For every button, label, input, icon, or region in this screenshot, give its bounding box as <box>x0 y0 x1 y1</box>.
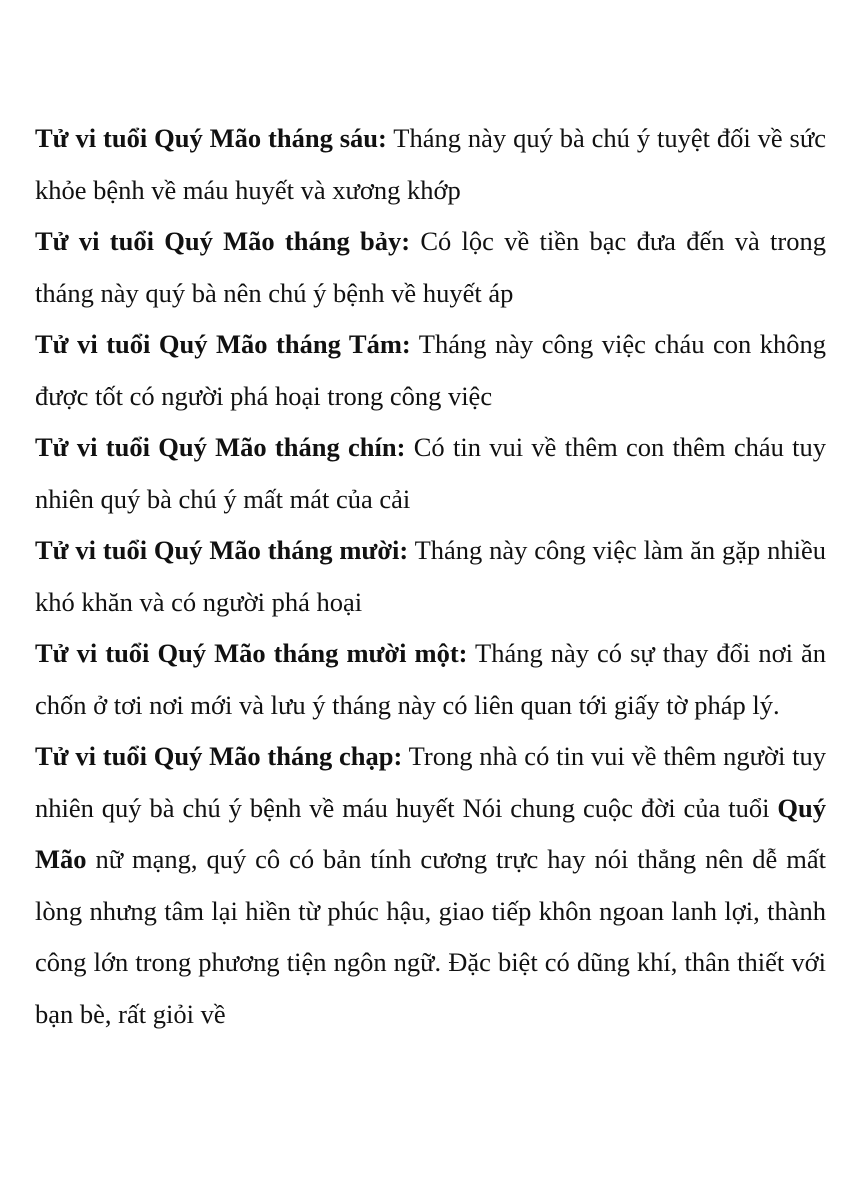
paragraph-emphasis: Quý Mão <box>35 792 826 874</box>
paragraph-month-6 <box>35 113 826 216</box>
paragraph-heading: Tử vi tuổi Quý Mão tháng bảy: <box>35 226 411 256</box>
paragraph-body-continued: nữ mạng, quý cô có bản tính cương trực hay nói thẳng nên dễ mất lòng nhưng tâm lại hiền từ phúc hậu, giao tiếp khôn ngoan lanh lợi, thành công lớn trong phương tiện ngôn ngữ. Đặc biệt có dũng khí, thân thiết với bạn bè, rất giỏi về <box>35 844 826 1029</box>
paragraph-month-7 <box>35 216 826 319</box>
paragraph-body: Tháng này có sự thay đổi nơi ăn chốn ở tơi nơi mới và lưu ý tháng này có liên quan tới giấy tờ pháp lý. <box>35 638 826 720</box>
paragraph-heading: Tử vi tuổi Quý Mão tháng chín: <box>35 432 406 462</box>
document-page <box>35 113 826 1040</box>
paragraph-month-8 <box>35 319 826 422</box>
paragraph-body: Tháng này công việc cháu con không được tốt có người phá hoại trong công việc <box>35 329 826 411</box>
paragraph-body: Trong nhà có tin vui về thêm người tuy nhiên quý bà chú ý bệnh về máu huyết Nói chung cuộc đời của tuổi <box>35 741 826 823</box>
paragraph-heading: Tử vi tuổi Quý Mão tháng sáu: <box>35 123 387 153</box>
paragraph-month-12 <box>35 731 826 1040</box>
paragraph-body: Có lộc về tiền bạc đưa đến và trong tháng này quý bà nên chú ý bệnh về huyết áp <box>35 226 826 308</box>
paragraph-body: Tháng này quý bà chú ý tuyệt đối về sức khỏe bệnh về máu huyết và xương khớp <box>35 123 826 205</box>
paragraph-month-10 <box>35 525 826 628</box>
paragraph-heading: Tử vi tuổi Quý Mão tháng mười một: <box>35 638 468 668</box>
paragraph-heading: Tử vi tuổi Quý Mão tháng Tám: <box>35 329 411 359</box>
paragraph-month-9 <box>35 422 826 525</box>
paragraph-body: Có tin vui về thêm con thêm cháu tuy nhiên quý bà chú ý mất mát của cải <box>35 432 826 514</box>
paragraph-month-11 <box>35 628 826 731</box>
paragraph-heading: Tử vi tuổi Quý Mão tháng chạp: <box>35 741 403 771</box>
paragraph-body: Tháng này công việc làm ăn gặp nhiều khó khăn và có người phá hoại <box>35 535 826 617</box>
paragraph-heading: Tử vi tuổi Quý Mão tháng mười: <box>35 535 409 565</box>
